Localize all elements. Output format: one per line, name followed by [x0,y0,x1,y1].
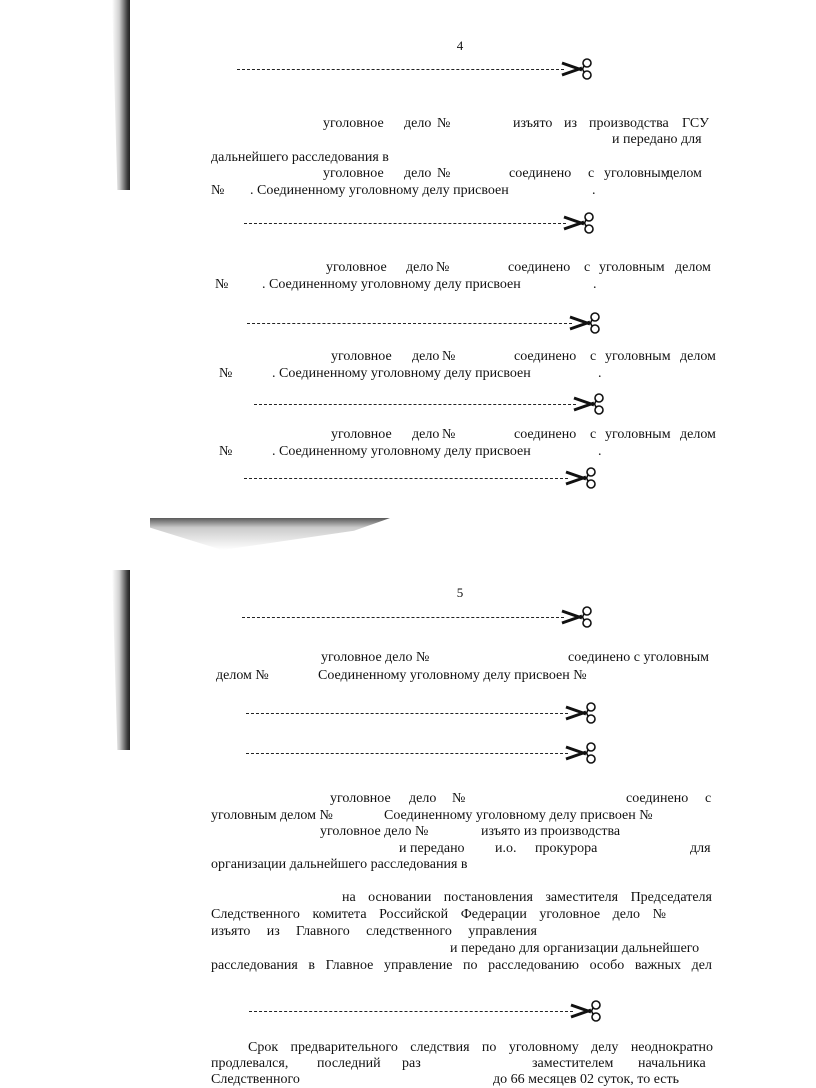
text-line [248,1040,713,1056]
text: дело [406,260,434,275]
text: делом [666,166,702,181]
text: уголовное [323,116,384,131]
text: Главное [325,958,374,973]
text: уголовным делом № [211,808,333,823]
text: следственного [366,924,452,939]
cut-line [237,60,594,80]
text: № [442,427,456,442]
text: уголовное [539,907,601,922]
text: Российской [379,907,449,922]
text: . [592,183,596,198]
page-5 [0,570,816,1088]
text: дело [404,166,432,181]
page-4 [0,0,816,520]
page-edge-shadow [112,570,130,750]
text: дело [412,427,440,442]
text: расследованию [488,958,579,973]
text: важных [634,958,682,973]
text: особо [589,958,625,973]
text: соединено [509,166,572,181]
text: дело [412,349,440,364]
text: предварительного [290,1040,398,1055]
text: № [442,349,456,364]
text: соединено с уголовным [568,650,710,665]
text: изъято [211,924,251,939]
text: Федерации [460,907,527,922]
text-line [211,907,666,923]
text: Срок [248,1040,279,1055]
text: № [219,366,233,381]
page-fold-shadow [150,518,390,550]
text: дел [691,958,712,973]
text: заместителя [545,890,619,905]
scissors-icon [569,999,603,1023]
text: соединено [514,427,577,442]
text: . Соединенному уголовному делу присвоен [272,366,531,381]
text: прокурора [535,841,598,856]
text: комитета [312,907,367,922]
page-number: 4 [456,38,464,53]
text: . [593,277,597,292]
text: соединено [626,791,689,806]
text: и передано для [612,132,702,147]
text: делом [680,427,716,442]
text: постановления [443,890,533,905]
text: № [215,277,229,292]
scissors-icon [560,605,594,629]
text: с [588,166,595,181]
page-edge-shadow [112,0,130,190]
text: уголовное дело № [320,824,429,839]
text: . Соединенному уголовному делу присвоен [262,277,521,292]
text: Главного [296,924,350,939]
text: делу [591,1040,619,1055]
text: уголовным [604,166,670,181]
text: . [598,366,602,381]
text: неоднократно [630,1040,713,1055]
text: № [652,907,666,922]
text: соединено [508,260,571,275]
text: № [219,444,233,459]
text: изъято из производства [481,824,621,839]
text: уголовным [605,427,671,442]
scissors-icon [560,57,594,81]
text: расследования [211,958,298,973]
cut-line [254,395,606,415]
text: заместителем [532,1056,614,1071]
text: и передано [399,841,465,856]
text: следствия [410,1040,470,1055]
text: основании [368,890,432,905]
text: дело [409,791,437,806]
text: № [437,166,451,181]
text: по [463,958,478,973]
text: с [590,427,597,442]
text: последний [317,1056,381,1071]
cut-line [246,704,598,724]
cut-line [247,314,602,334]
text: уголовное [331,427,392,442]
text: раз [402,1056,421,1071]
text: изъято [513,116,553,131]
text: уголовному [508,1040,579,1055]
text: производства [589,116,669,131]
text: № [211,183,225,198]
text: ГСУ [682,116,709,131]
text: Председателя [630,890,712,905]
scissors-icon [568,311,602,335]
text: Следственного [211,1072,300,1087]
text: уголовным [599,260,665,275]
text: управления [468,924,537,939]
text: продлевался, [211,1056,289,1071]
text: начальника [638,1056,706,1071]
text: Соединенному уголовному делу присвоен № [384,808,653,823]
scissors-icon [562,211,596,235]
cut-line [242,608,594,628]
text: с [590,349,597,364]
text: управление [383,958,453,973]
text: с [584,260,591,275]
text: № [436,260,450,275]
text: уголовное дело № [321,650,430,665]
page-number: 5 [456,585,464,600]
text-line [342,890,712,906]
text-line [211,958,712,974]
text: № [437,116,451,131]
text: до 66 месяцев 02 суток, то есть [493,1072,679,1087]
text: из [266,924,280,939]
text: уголовное [326,260,387,275]
text-line [211,924,537,940]
text: . [598,444,602,459]
text: и передано для организации дальнейшего [450,941,700,956]
scissors-icon [572,392,606,416]
cut-line [244,469,598,489]
text: уголовное [323,166,384,181]
text: Следственного [211,907,300,922]
text: № [452,791,466,806]
text: дело [612,907,640,922]
cut-line [249,1002,603,1022]
cut-line [244,214,596,234]
scissors-icon [564,701,598,725]
text: делом [675,260,711,275]
text: Соединенному уголовному делу присвоен № [318,668,587,683]
text: уголовным [605,349,671,364]
text: делом № [216,668,269,683]
text: в [308,958,316,973]
cut-line [246,744,598,764]
text: для [690,841,711,856]
text: с [705,791,712,806]
text: уголовное [330,791,391,806]
text: делом [680,349,716,364]
text: и.о. [495,841,517,856]
text: . Соединенному уголовному делу присвоен [250,183,509,198]
text: по [481,1040,497,1055]
text: на [342,890,356,905]
scissors-icon [564,741,598,765]
scissors-icon [564,466,598,490]
text: соединено [514,349,577,364]
text: . Соединенному уголовному делу присвоен [272,444,531,459]
text: организации дальнейшего расследования в [211,857,468,872]
text: уголовное [331,349,392,364]
text: дальнейшего расследования в [211,150,389,165]
text: дело [404,116,432,131]
text: из [564,116,578,131]
